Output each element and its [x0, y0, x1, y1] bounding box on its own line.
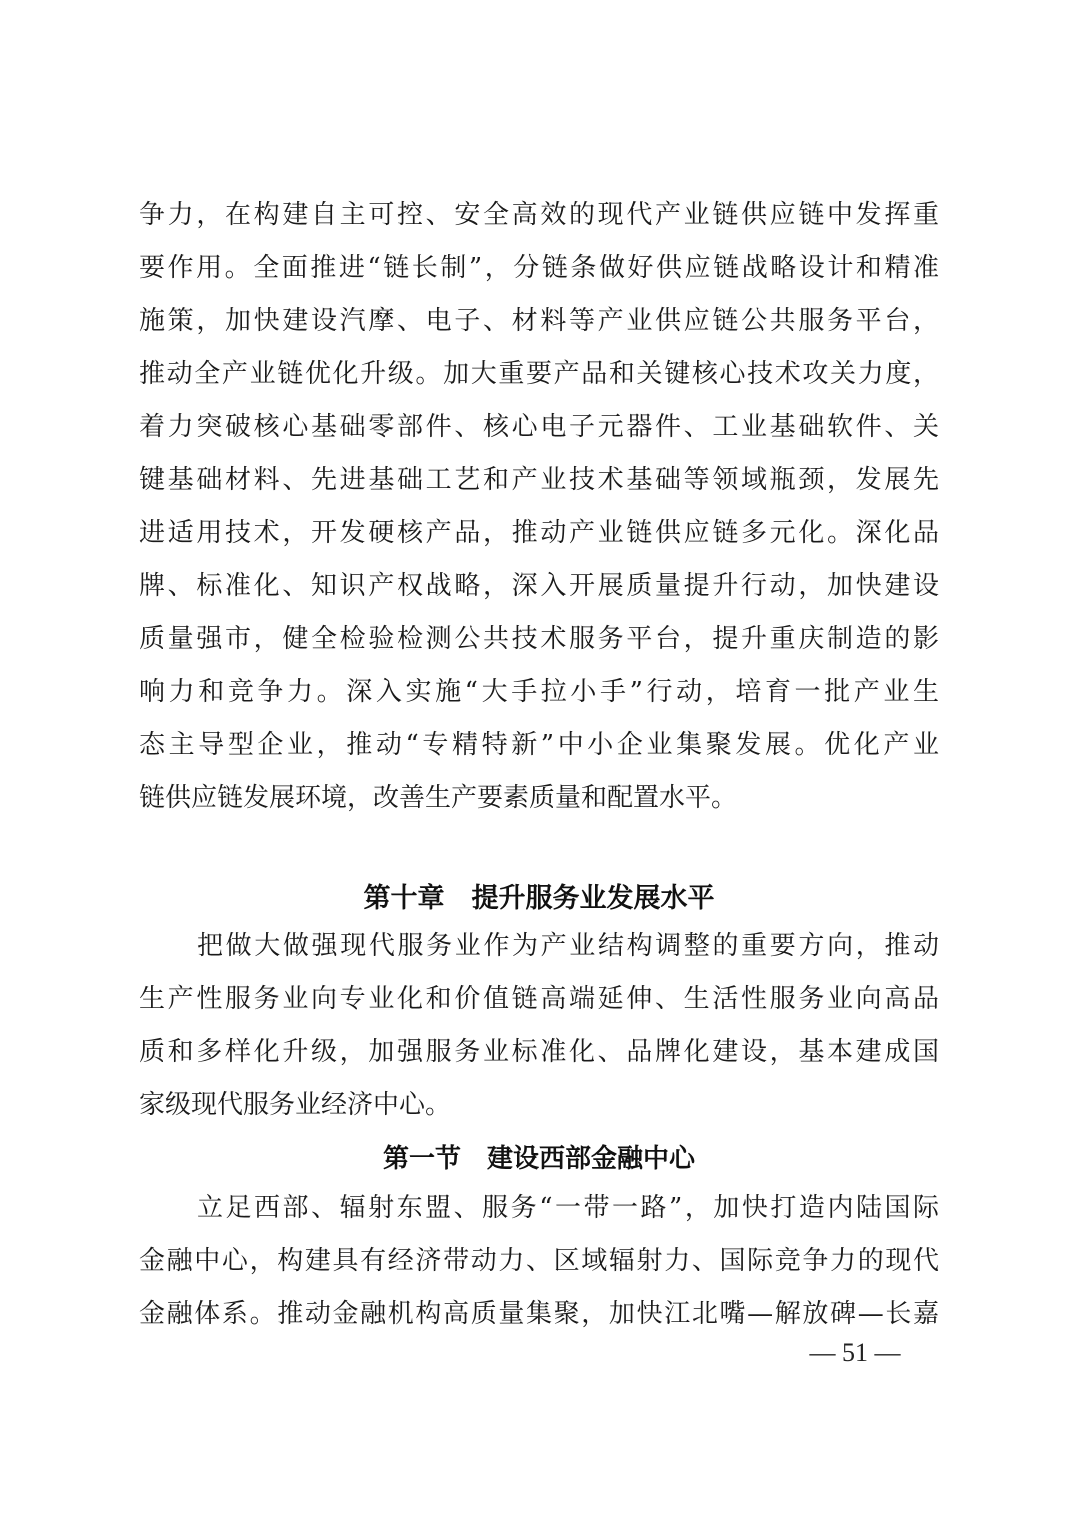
text-line: 生产性服务业向专业化和价值链高端延伸、生活性服务业向高品 — [139, 984, 939, 1014]
text-line: 链供应链发展环境，改善生产要素质量和配置水平。 — [139, 783, 738, 813]
text-line: 金融体系。推动金融机构高质量集聚，加快江北嘴—解放碑—长嘉 — [139, 1299, 939, 1329]
text-line: 进适用技术，开发硬核产品，推动产业链供应链多元化。深化品 — [139, 518, 939, 548]
text-line: 施策，加快建设汽摩、电子、材料等产业供应链公共服务平台， — [139, 306, 939, 336]
text-line: 争力，在构建自主可控、安全高效的现代产业链供应链中发挥重 — [139, 200, 939, 230]
text-line: 金融中心，构建具有经济带动力、区域辐射力、国际竞争力的现代 — [139, 1246, 939, 1276]
text-line: 要作用。全面推进“链长制”，分链条做好供应链战略设计和精准 — [139, 253, 939, 283]
text-line: 态主导型企业，推动“专精特新”中小企业集聚发展。优化产业 — [139, 730, 939, 760]
text-line: 把做大做强现代服务业作为产业结构调整的重要方向，推动 — [197, 931, 939, 961]
text-line: 键基础材料、先进基础工艺和产业技术基础等领域瓶颈，发展先 — [139, 465, 939, 495]
text-line: 家级现代服务业经济中心。 — [139, 1090, 452, 1120]
text-line: 牌、标准化、知识产权战略，深入开展质量提升行动，加快建设 — [139, 571, 939, 601]
text-line: 着力突破核心基础零部件、核心电子元器件、工业基础软件、关 — [139, 412, 939, 442]
text-line: 质和多样化升级，加强服务业标准化、品牌化建设，基本建成国 — [139, 1037, 939, 1067]
text-line: 响力和竞争力。深入实施“大手拉小手”行动，培育一批产业生 — [139, 677, 939, 707]
page-number: — 51 — — [809, 1338, 901, 1367]
text-line: 质量强市，健全检验检测公共技术服务平台，提升重庆制造的影 — [139, 624, 939, 654]
text-line: 推动全产业链优化升级。加大重要产品和关键核心技术攻关力度， — [139, 359, 939, 389]
text-line: 立足西部、辐射东盟、服务“一带一路”，加快打造内陆国际 — [197, 1193, 939, 1223]
chapter-heading: 第十章 提升服务业发展水平 — [363, 883, 715, 914]
section-heading: 第一节 建设西部金融中心 — [382, 1144, 695, 1174]
